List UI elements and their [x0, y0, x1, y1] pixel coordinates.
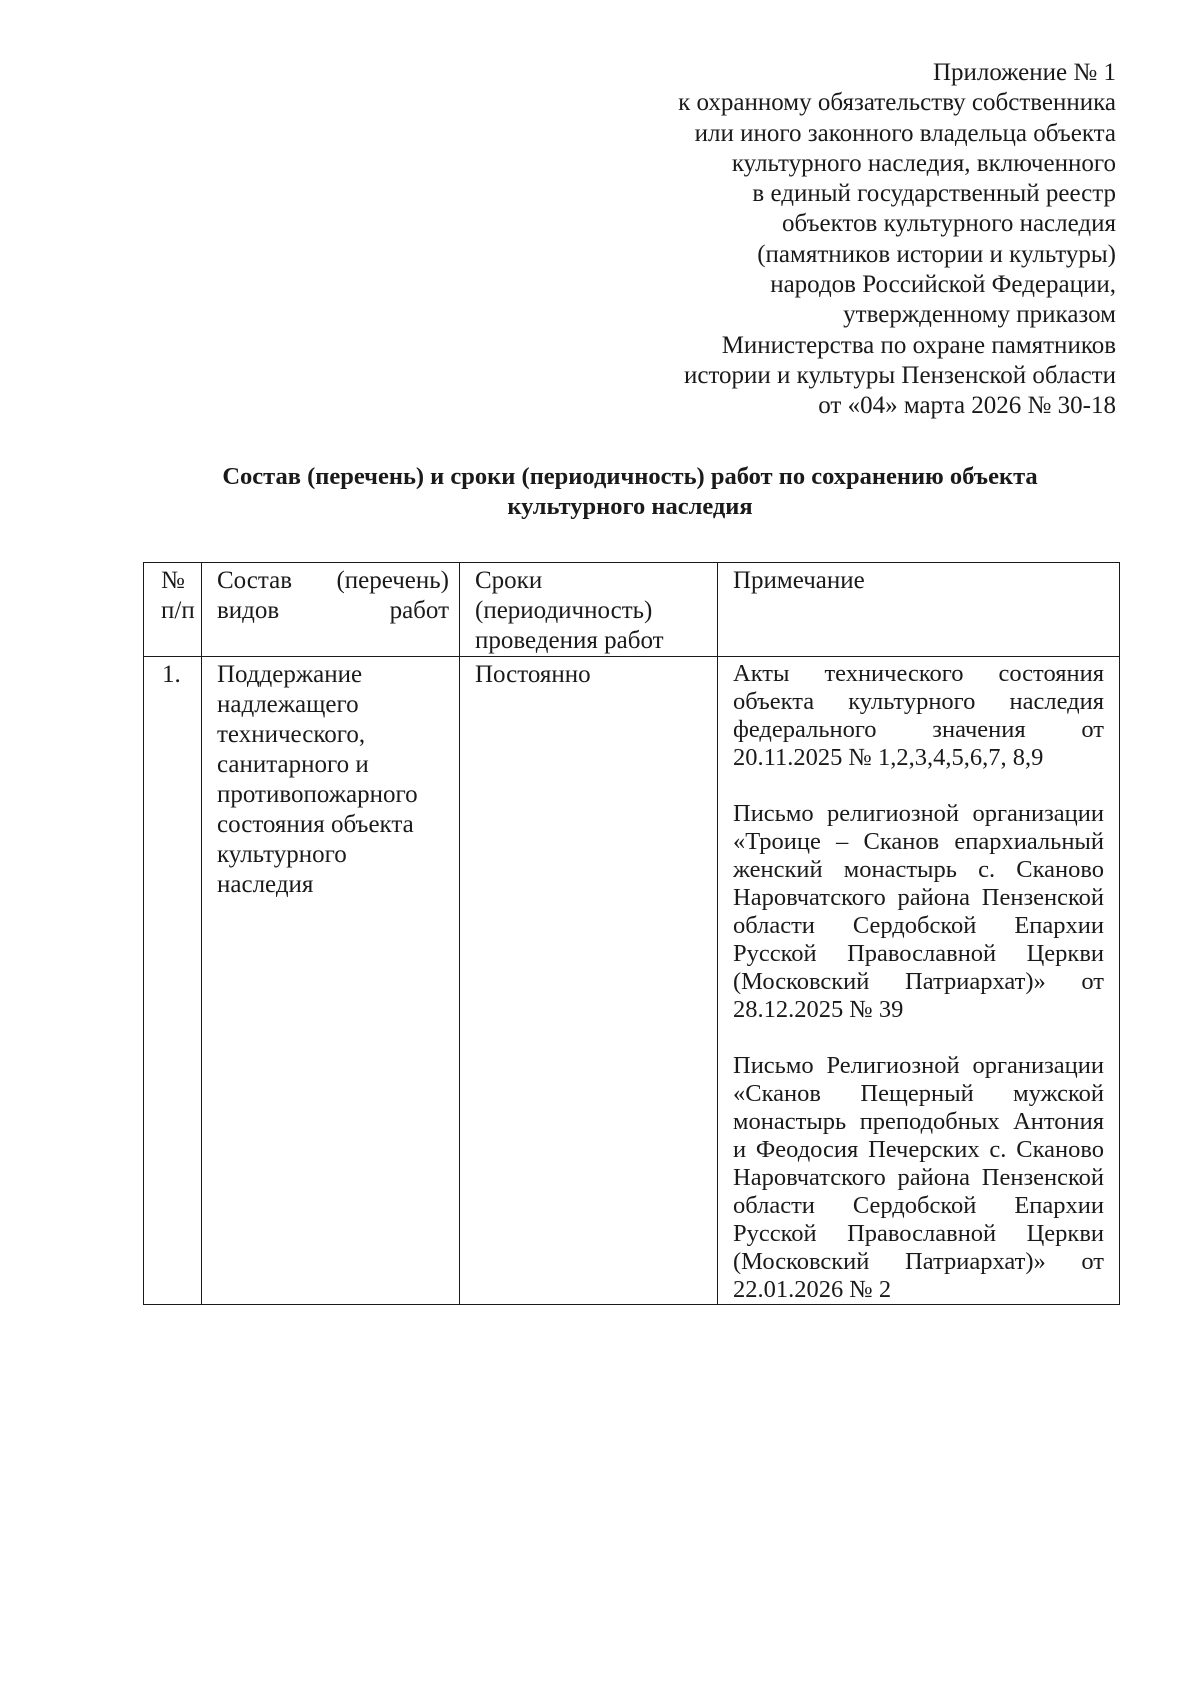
- document-title: [140, 462, 1120, 522]
- title-line-1: Состав (перечень) и сроки (периодичность) работ по сохранению объекта: [222, 463, 1038, 490]
- appendix-line: объектов культурного наследия: [782, 210, 1116, 238]
- table-row: [144, 657, 1120, 1305]
- works-table: [143, 562, 1120, 1305]
- appendix-line: от «04» марта 2026 № 30-18: [818, 392, 1116, 420]
- header-number: № п/п: [144, 563, 202, 657]
- appendix-line: Министерства по охране памятников: [721, 331, 1116, 359]
- row-terms: Постоянно: [460, 657, 718, 1305]
- row-note: [718, 657, 1120, 1305]
- note-paragraph-2: Письмо религиозной организации «Троице – Сканов епархиальный женский монастырь с. Сканово Наровчатского района Пензенской области Сердобской Епархии Русской Православной Церкви (Московский Патриархат)» от 28.12.2025 № 39: [733, 800, 1104, 1023]
- header-work: Состав (перечень) видов работ: [202, 563, 460, 657]
- appendix-line: Приложение № 1: [932, 59, 1116, 86]
- appendix-line: к охранному обязательству собственника: [678, 89, 1116, 117]
- appendix-line: в единый государственный реестр: [752, 180, 1116, 208]
- appendix-line: (памятников истории и культуры): [757, 240, 1116, 268]
- appendix-line: истории и культуры Пензенской области: [683, 361, 1116, 389]
- header-note: Примечание: [718, 563, 1120, 657]
- header-terms: Сроки (периодичность) проведения работ: [460, 563, 718, 657]
- note-paragraph-1: Акты технического состояния объекта культурного наследия федерального значения от 20.11.2025 № 1,2,3,4,5,6,7, 8,9: [733, 660, 1104, 771]
- row-number: 1.: [144, 657, 202, 1305]
- appendix-header: [496, 58, 1116, 422]
- appendix-line: утвержденному приказом: [843, 301, 1116, 329]
- appendix-line: или иного законного владельца объекта: [694, 119, 1116, 147]
- title-line-2: культурного наследия: [507, 493, 753, 520]
- row-work: Поддержание надлежащего технического, санитарного и противопожарного состояния объекта культурного наследия: [202, 657, 460, 1305]
- note-paragraph-3: Письмо Религиозной организации «Сканов Пещерный мужской монастырь преподобных Антония и Феодосия Печерских с. Сканово Наровчатского района Пензенской области Сердобской Епархии Русской Православной Церкви (Московский Патриархат)» от 22.01.2026 № 2: [733, 1052, 1104, 1303]
- appendix-line: народов Российской Федерации,: [770, 271, 1116, 299]
- appendix-line: культурного наследия, включенного: [731, 149, 1116, 177]
- table-header-row: [144, 563, 1120, 657]
